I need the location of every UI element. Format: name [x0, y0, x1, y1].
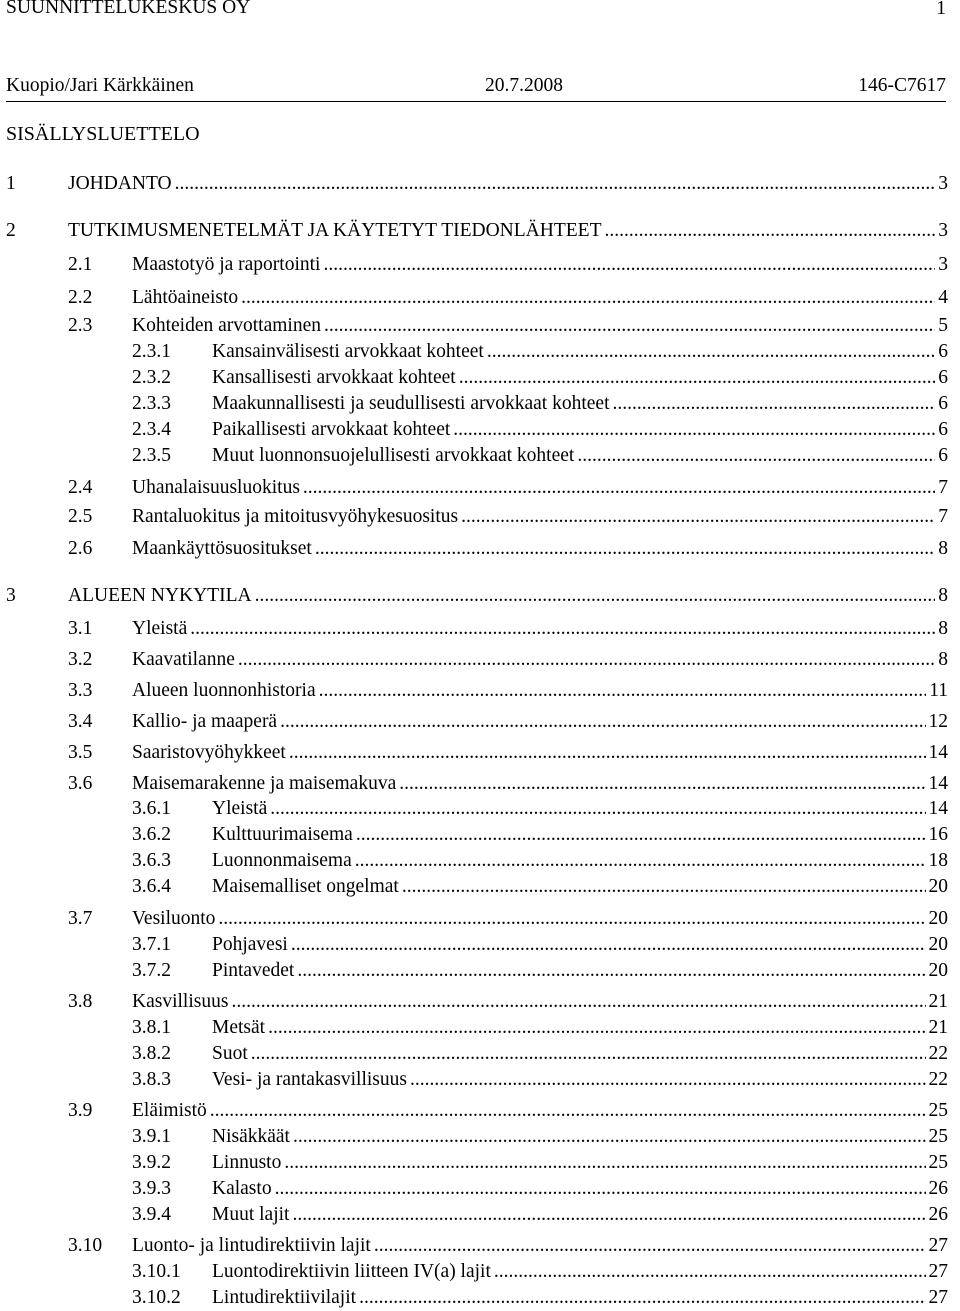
toc-entry[interactable]: [6, 219, 948, 243]
toc-dot-leader: [461, 505, 935, 529]
toc-entry-page: 20: [928, 876, 948, 897]
toc-entry[interactable]: [132, 340, 948, 364]
toc-dot-leader: [291, 933, 926, 957]
toc-entry-page: 6: [938, 445, 948, 466]
toc-dot-leader: [268, 1016, 925, 1040]
document-date: 20.7.2008: [485, 75, 563, 96]
toc-dot-leader: [231, 990, 925, 1014]
toc-entry-title: Lähtöaineisto: [132, 287, 239, 308]
toc-entry-number: 1: [6, 173, 16, 194]
toc-entry[interactable]: [68, 679, 948, 703]
toc-dot-leader: [604, 219, 935, 243]
toc-entry-page: 6: [938, 367, 948, 388]
toc-entry-number: 2.3: [68, 315, 93, 336]
toc-entry-title: Muut lajit: [212, 1204, 290, 1225]
toc-entry-title: JOHDANTO: [68, 173, 172, 194]
toc-heading: SISÄLLYSLUETTELO: [6, 123, 200, 145]
toc-entry-page: 21: [928, 991, 948, 1012]
toc-entry-number: 3.7: [68, 908, 93, 929]
toc-entry[interactable]: [132, 1151, 948, 1175]
toc-entry[interactable]: [132, 366, 948, 390]
toc-entry[interactable]: [132, 1286, 948, 1310]
toc-entry-number: 2.6: [68, 538, 93, 559]
toc-dot-leader: [284, 1151, 925, 1175]
toc-entry-title: Kalasto: [212, 1178, 272, 1199]
toc-entry[interactable]: [132, 1068, 948, 1092]
toc-entry-page: 6: [938, 341, 948, 362]
toc-entry-page: 25: [928, 1100, 948, 1121]
toc-entry-page: 8: [938, 618, 948, 639]
toc-entry-page: 5: [938, 315, 948, 336]
toc-dot-leader: [399, 772, 925, 796]
toc-dot-leader: [255, 584, 936, 608]
toc-entry-number: 3.5: [68, 742, 93, 763]
toc-dot-leader: [487, 340, 935, 364]
toc-entry-number: 3.6: [68, 773, 93, 794]
toc-entry-page: 26: [928, 1204, 948, 1225]
toc-entry-number: 3.9: [68, 1100, 93, 1121]
toc-dot-leader: [324, 314, 935, 338]
toc-entry[interactable]: [132, 1260, 948, 1284]
toc-entry[interactable]: [68, 314, 948, 338]
toc-entry-title: Yleistä: [212, 798, 268, 819]
toc-entry-title: Nisäkkäät: [212, 1126, 290, 1147]
toc-entry-title: Luontodirektiivin liitteen IV(a) lajit: [212, 1261, 491, 1282]
toc-entry[interactable]: [68, 772, 948, 796]
toc-entry-number: 3.8: [68, 991, 93, 1012]
toc-dot-leader: [355, 849, 926, 873]
toc-entry-number: 2: [6, 220, 16, 241]
toc-entry-page: 20: [928, 934, 948, 955]
toc-entry-page: 20: [928, 960, 948, 981]
toc-entry-number: 3: [6, 585, 16, 606]
toc-entry-title: Maisemalliset ongelmat: [212, 876, 399, 897]
toc-entry-page: 6: [938, 393, 948, 414]
toc-entry-number: 3.6.3: [132, 850, 171, 871]
toc-dot-leader: [280, 710, 925, 734]
toc-entry[interactable]: [132, 875, 948, 899]
toc-entry-page: 22: [928, 1043, 948, 1064]
toc-entry-number: 3.6.2: [132, 824, 171, 845]
toc-entry[interactable]: [6, 584, 948, 608]
toc-dot-leader: [402, 875, 926, 899]
toc-entry-title: Yleistä: [132, 618, 188, 639]
toc-entry-number: 2.3.1: [132, 341, 171, 362]
toc-dot-leader: [453, 418, 935, 442]
toc-entry-page: 20: [928, 908, 948, 929]
toc-entry[interactable]: [132, 1203, 948, 1227]
toc-entry[interactable]: [132, 392, 948, 416]
toc-entry[interactable]: [68, 505, 948, 529]
toc-dot-leader: [323, 253, 935, 277]
toc-entry[interactable]: [132, 1125, 948, 1149]
toc-entry[interactable]: [68, 286, 948, 310]
toc-entry-page: 7: [938, 477, 948, 498]
toc-entry-title: Eläimistö: [132, 1100, 207, 1121]
toc-entry-number: 3.10.2: [132, 1287, 181, 1308]
toc-entry-page: 14: [928, 773, 948, 794]
toc-entry-number: 2.3.5: [132, 445, 171, 466]
toc-entry-page: 8: [938, 585, 948, 606]
toc-entry-title: Suot: [212, 1043, 248, 1064]
toc-entry-title: Maakunnallisesti ja seudullisesti arvokkaat kohteet: [212, 393, 610, 414]
toc-entry-page: 3: [938, 220, 948, 241]
toc-entry-page: 16: [928, 824, 948, 845]
toc-entry[interactable]: [68, 253, 948, 277]
toc-entry-number: 2.3.3: [132, 393, 171, 414]
toc-entry-number: 3.9.4: [132, 1204, 171, 1225]
toc-entry-page: 8: [938, 538, 948, 559]
toc-entry[interactable]: [132, 933, 948, 957]
toc-entry[interactable]: [68, 710, 948, 734]
toc-dot-leader: [577, 444, 935, 468]
toc-entry-page: 6: [938, 419, 948, 440]
toc-entry-number: 3.6.1: [132, 798, 171, 819]
toc-entry-page: 27: [928, 1261, 948, 1282]
toc-dot-leader: [303, 476, 935, 500]
toc-entry-title: TUTKIMUSMENETELMÄT JA KÄYTETYT TIEDONLÄHTEET: [68, 220, 602, 241]
toc-entry[interactable]: [132, 849, 948, 873]
toc-dot-leader: [175, 172, 936, 196]
toc-dot-leader: [210, 1099, 926, 1123]
toc-entry[interactable]: [68, 1234, 948, 1258]
page-number: 1: [936, 0, 946, 19]
toc-entry-page: 25: [928, 1152, 948, 1173]
toc-entry[interactable]: [68, 907, 948, 931]
toc-entry[interactable]: [68, 648, 948, 672]
toc-entry-number: 3.6.4: [132, 876, 171, 897]
toc-entry-title: Pintavedet: [212, 960, 295, 981]
toc-entry-title: Kulttuurimaisema: [212, 824, 353, 845]
toc-dot-leader: [190, 617, 935, 641]
toc-entry-page: 11: [929, 680, 948, 701]
toc-entry[interactable]: [68, 990, 948, 1014]
toc-entry-page: 7: [938, 506, 948, 527]
toc-entry-number: 3.1: [68, 618, 93, 639]
toc-entry-page: 18: [928, 850, 948, 871]
toc-entry-page: 8: [938, 649, 948, 670]
toc-entry-title: Vesi- ja rantakasvillisuus: [212, 1069, 407, 1090]
toc-dot-leader: [218, 907, 925, 931]
toc-entry-title: Kansallisesti arvokkaat kohteet: [212, 367, 456, 388]
toc-entry[interactable]: [6, 172, 948, 196]
toc-entry-page: 26: [928, 1178, 948, 1199]
toc-entry[interactable]: [132, 959, 948, 983]
toc-entry-number: 3.7.2: [132, 960, 171, 981]
toc-dot-leader: [241, 286, 935, 310]
document-code: 146-C7617: [858, 75, 946, 96]
toc-entry-number: 2.5: [68, 506, 93, 527]
toc-entry-title: Maisemarakenne ja maisemakuva: [132, 773, 397, 794]
toc-entry-title: ALUEEN NYKYTILA: [68, 585, 252, 606]
toc-entry-title: Pohjavesi: [212, 934, 288, 955]
toc-entry[interactable]: [132, 418, 948, 442]
toc-entry-title: Muut luonnonsuojelullisesti arvokkaat kohteet: [212, 445, 575, 466]
toc-entry-number: 3.10.1: [132, 1261, 181, 1282]
toc-entry[interactable]: [132, 444, 948, 468]
toc-entry-page: 25: [928, 1126, 948, 1147]
toc-entry-number: 3.9.3: [132, 1178, 171, 1199]
toc-entry-page: 3: [938, 173, 948, 194]
toc-entry-title: Kasvillisuus: [132, 991, 229, 1012]
toc-entry-number: 3.10: [68, 1235, 103, 1256]
toc-entry-title: Luonnonmaisema: [212, 850, 352, 871]
toc-entry-title: Uhanalaisuusluokitus: [132, 477, 300, 498]
toc-entry-title: Saaristovyöhykkeet: [132, 742, 286, 763]
toc-entry-number: 3.3: [68, 680, 93, 701]
toc-dot-leader: [359, 1286, 925, 1310]
toc-entry-title: Alueen luonnonhistoria: [132, 680, 316, 701]
toc-entry-number: 2.3.2: [132, 367, 171, 388]
toc-dot-leader: [374, 1234, 926, 1258]
toc-entry-page: 14: [928, 742, 948, 763]
toc-dot-leader: [292, 1203, 925, 1227]
toc-entry-number: 3.9.2: [132, 1152, 171, 1173]
toc-entry-page: 27: [928, 1287, 948, 1308]
toc-entry[interactable]: [132, 1177, 948, 1201]
toc-dot-leader: [275, 1177, 926, 1201]
toc-entry-page: 22: [928, 1069, 948, 1090]
toc-entry-page: 3: [938, 254, 948, 275]
toc-entry-title: Kallio- ja maaperä: [132, 711, 278, 732]
toc-entry-number: 2.2: [68, 287, 93, 308]
author-location: Kuopio/Jari Kärkkäinen: [6, 75, 194, 96]
toc-entry-title: Kaavatilanne: [132, 649, 235, 670]
toc-entry-number: 3.8.3: [132, 1069, 171, 1090]
toc-entry-number: 3.8.1: [132, 1017, 171, 1038]
toc-entry-title: Luonto- ja lintudirektiivin lajit: [132, 1235, 371, 1256]
toc-entry-title: Lintudirektiivilajit: [212, 1287, 357, 1308]
toc-entry-page: 14: [928, 798, 948, 819]
toc-entry-page: 27: [928, 1235, 948, 1256]
toc-dot-leader: [319, 679, 927, 703]
toc-entry-title: Vesiluonto: [132, 908, 216, 929]
toc-entry[interactable]: [132, 1042, 948, 1066]
toc-entry-title: Maastotyö ja raportointi: [132, 254, 321, 275]
toc-dot-leader: [612, 392, 935, 416]
toc-entry-page: 4: [938, 287, 948, 308]
toc-dot-leader: [356, 823, 926, 847]
toc-entry-title: Linnusto: [212, 1152, 282, 1173]
toc-dot-leader: [270, 797, 925, 821]
toc-entry-number: 3.2: [68, 649, 93, 670]
toc-entry-number: 3.4: [68, 711, 93, 732]
toc-entry-title: Paikallisesti arvokkaat kohteet: [212, 419, 451, 440]
toc-entry-title: Rantaluokitus ja mitoitusvyöhykesuositus: [132, 506, 459, 527]
toc-entry-number: 2.4: [68, 477, 93, 498]
toc-dot-leader: [251, 1042, 926, 1066]
toc-entry-number: 2.3.4: [132, 419, 171, 440]
toc-entry[interactable]: [68, 741, 948, 765]
toc-dot-leader: [410, 1068, 926, 1092]
toc-entry-title: Maankäyttösuositukset: [132, 538, 312, 559]
toc-dot-leader: [315, 537, 935, 561]
toc-dot-leader: [289, 741, 926, 765]
toc-dot-leader: [238, 648, 935, 672]
toc-entry-page: 21: [928, 1017, 948, 1038]
toc-entry-number: 3.7.1: [132, 934, 171, 955]
toc-entry-title: Metsät: [212, 1017, 266, 1038]
toc-entry[interactable]: [132, 823, 948, 847]
toc-entry-number: 2.1: [68, 254, 93, 275]
toc-dot-leader: [459, 366, 936, 390]
toc-entry-title: Kohteiden arvottaminen: [132, 315, 321, 336]
toc-entry[interactable]: [68, 537, 948, 561]
company-name: SUUNNITTELUKESKUS OY: [6, 0, 251, 18]
toc-dot-leader: [494, 1260, 926, 1284]
toc-entry-number: 3.9.1: [132, 1126, 171, 1147]
toc-entry[interactable]: [68, 617, 948, 641]
toc-entry[interactable]: [68, 476, 948, 500]
toc-dot-leader: [297, 959, 925, 983]
toc-entry[interactable]: [132, 1016, 948, 1040]
toc-dot-leader: [293, 1125, 926, 1149]
toc-entry[interactable]: [132, 797, 948, 821]
toc-entry-number: 3.8.2: [132, 1043, 171, 1064]
toc-entry[interactable]: [68, 1099, 948, 1123]
toc-entry-page: 12: [928, 711, 948, 732]
toc-entry-title: Kansainvälisesti arvokkaat kohteet: [212, 341, 484, 362]
